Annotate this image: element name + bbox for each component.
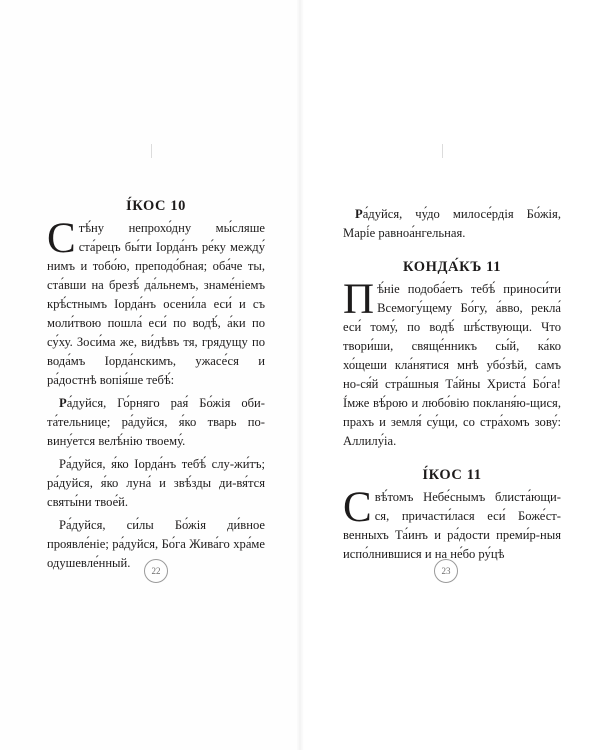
book-gutter [296, 0, 304, 750]
ikos-10-heading: І́КОС 10 [125, 198, 187, 214]
page-number-left: 22 [144, 559, 168, 583]
rejoice-text-continued: а́дуйся, чу́до милосе́рдія Бо́жія, Марі́е равноа́нгельная. [343, 207, 561, 240]
ikos-11-body [343, 484, 561, 564]
left-top-mark [151, 144, 158, 158]
rejoice-paragraph-continued [343, 205, 561, 243]
bold-initial: Р [59, 396, 67, 410]
ikos-10-text: тѣ́ну непрохо́дну мы́сляше ста́рецъ бы́ти Іорда́нъ ре́ку между́ нимъ и тобо́ю, преподо́бная; оба́че ты, ста́вши на брезѣ́ да́льнемъ, знаме́ніемъ крѣ́стнымъ Іорда́нъ осени́ла еси́ и съ моли́твою пошла́ еси́ по водѣ́, а́ки по су́ху. Зоси́ма же, ви́дѣвъ тя, грядущу по вода́мъ Іорда́нскимъ, ужасе́ся и ра́достнѣ вопія́ше тебѣ́: [47, 221, 265, 387]
rejoice-paragraph-3: Ра́дуйся, си́лы Бо́жія ди́вное проявле́ніе; ра́дуйся, Бо́га Жива́го хра́ме одушевле́нный. [47, 518, 265, 570]
page-number-right: 23 [434, 559, 458, 583]
ikos-11-heading: І́КОС 11 [422, 467, 482, 483]
drop-cap: С [47, 215, 76, 262]
left-text-column [47, 196, 265, 577]
bold-initial: Р [355, 207, 363, 221]
kontakion-11-heading: КОНДА́КЪ 11 [402, 259, 502, 275]
rejoice-paragraph-1 [47, 394, 265, 451]
ikos-10-body [47, 215, 265, 390]
rejoice-text-1: а́дуйся, Го́рняго рая́ Бо́жія оби-та́тельнице; ра́дуйся, я́ко тварь по-вину́ется велѣ́нію твоему́. [47, 396, 265, 448]
kontakion-11-body [343, 276, 561, 451]
ikos-11-text: вѣ́томъ Небе́снымъ блиста́ющи-ся, причасти́лася еси́ Боже́ст-венныхъ Та́инъ и ра́дости преми́р-ныя испо́лнившися и на не́бо ру́цѣ [343, 490, 561, 561]
rejoice-paragraph-2: Ра́дуйся, я́ко Іорда́нъ тебѣ́ слу-жи́тъ; ра́дуйся, я́ко луна́ и звѣ́зды ди-вя́тся святы́ни твое́й. [47, 457, 265, 509]
drop-cap: П [343, 276, 375, 323]
right-top-mark [442, 144, 449, 158]
right-text-column [343, 205, 561, 568]
drop-cap: С [343, 484, 372, 531]
kontakion-11-text: ѣ́ніе подоба́етъ тебѣ́ приноси́ти Всемогу́щему Бо́гу, а́вво, рекла́ еси́ тому́, по водѣ́ шѣ́ствующи. Что твори́ши, свяще́нникъ сы́й, ка́ко хо́щеши кла́нятися мнѣ убо́зѣй, самъ но-ся́й стра́шныя Та́йны Христа́ Бо́га! І́мже вѣ́рою и любо́вію покланя́ю-щися, прахъ и земля́ су́щи, со стра́хомъ зову́: Аллилу́іа. [343, 282, 561, 448]
